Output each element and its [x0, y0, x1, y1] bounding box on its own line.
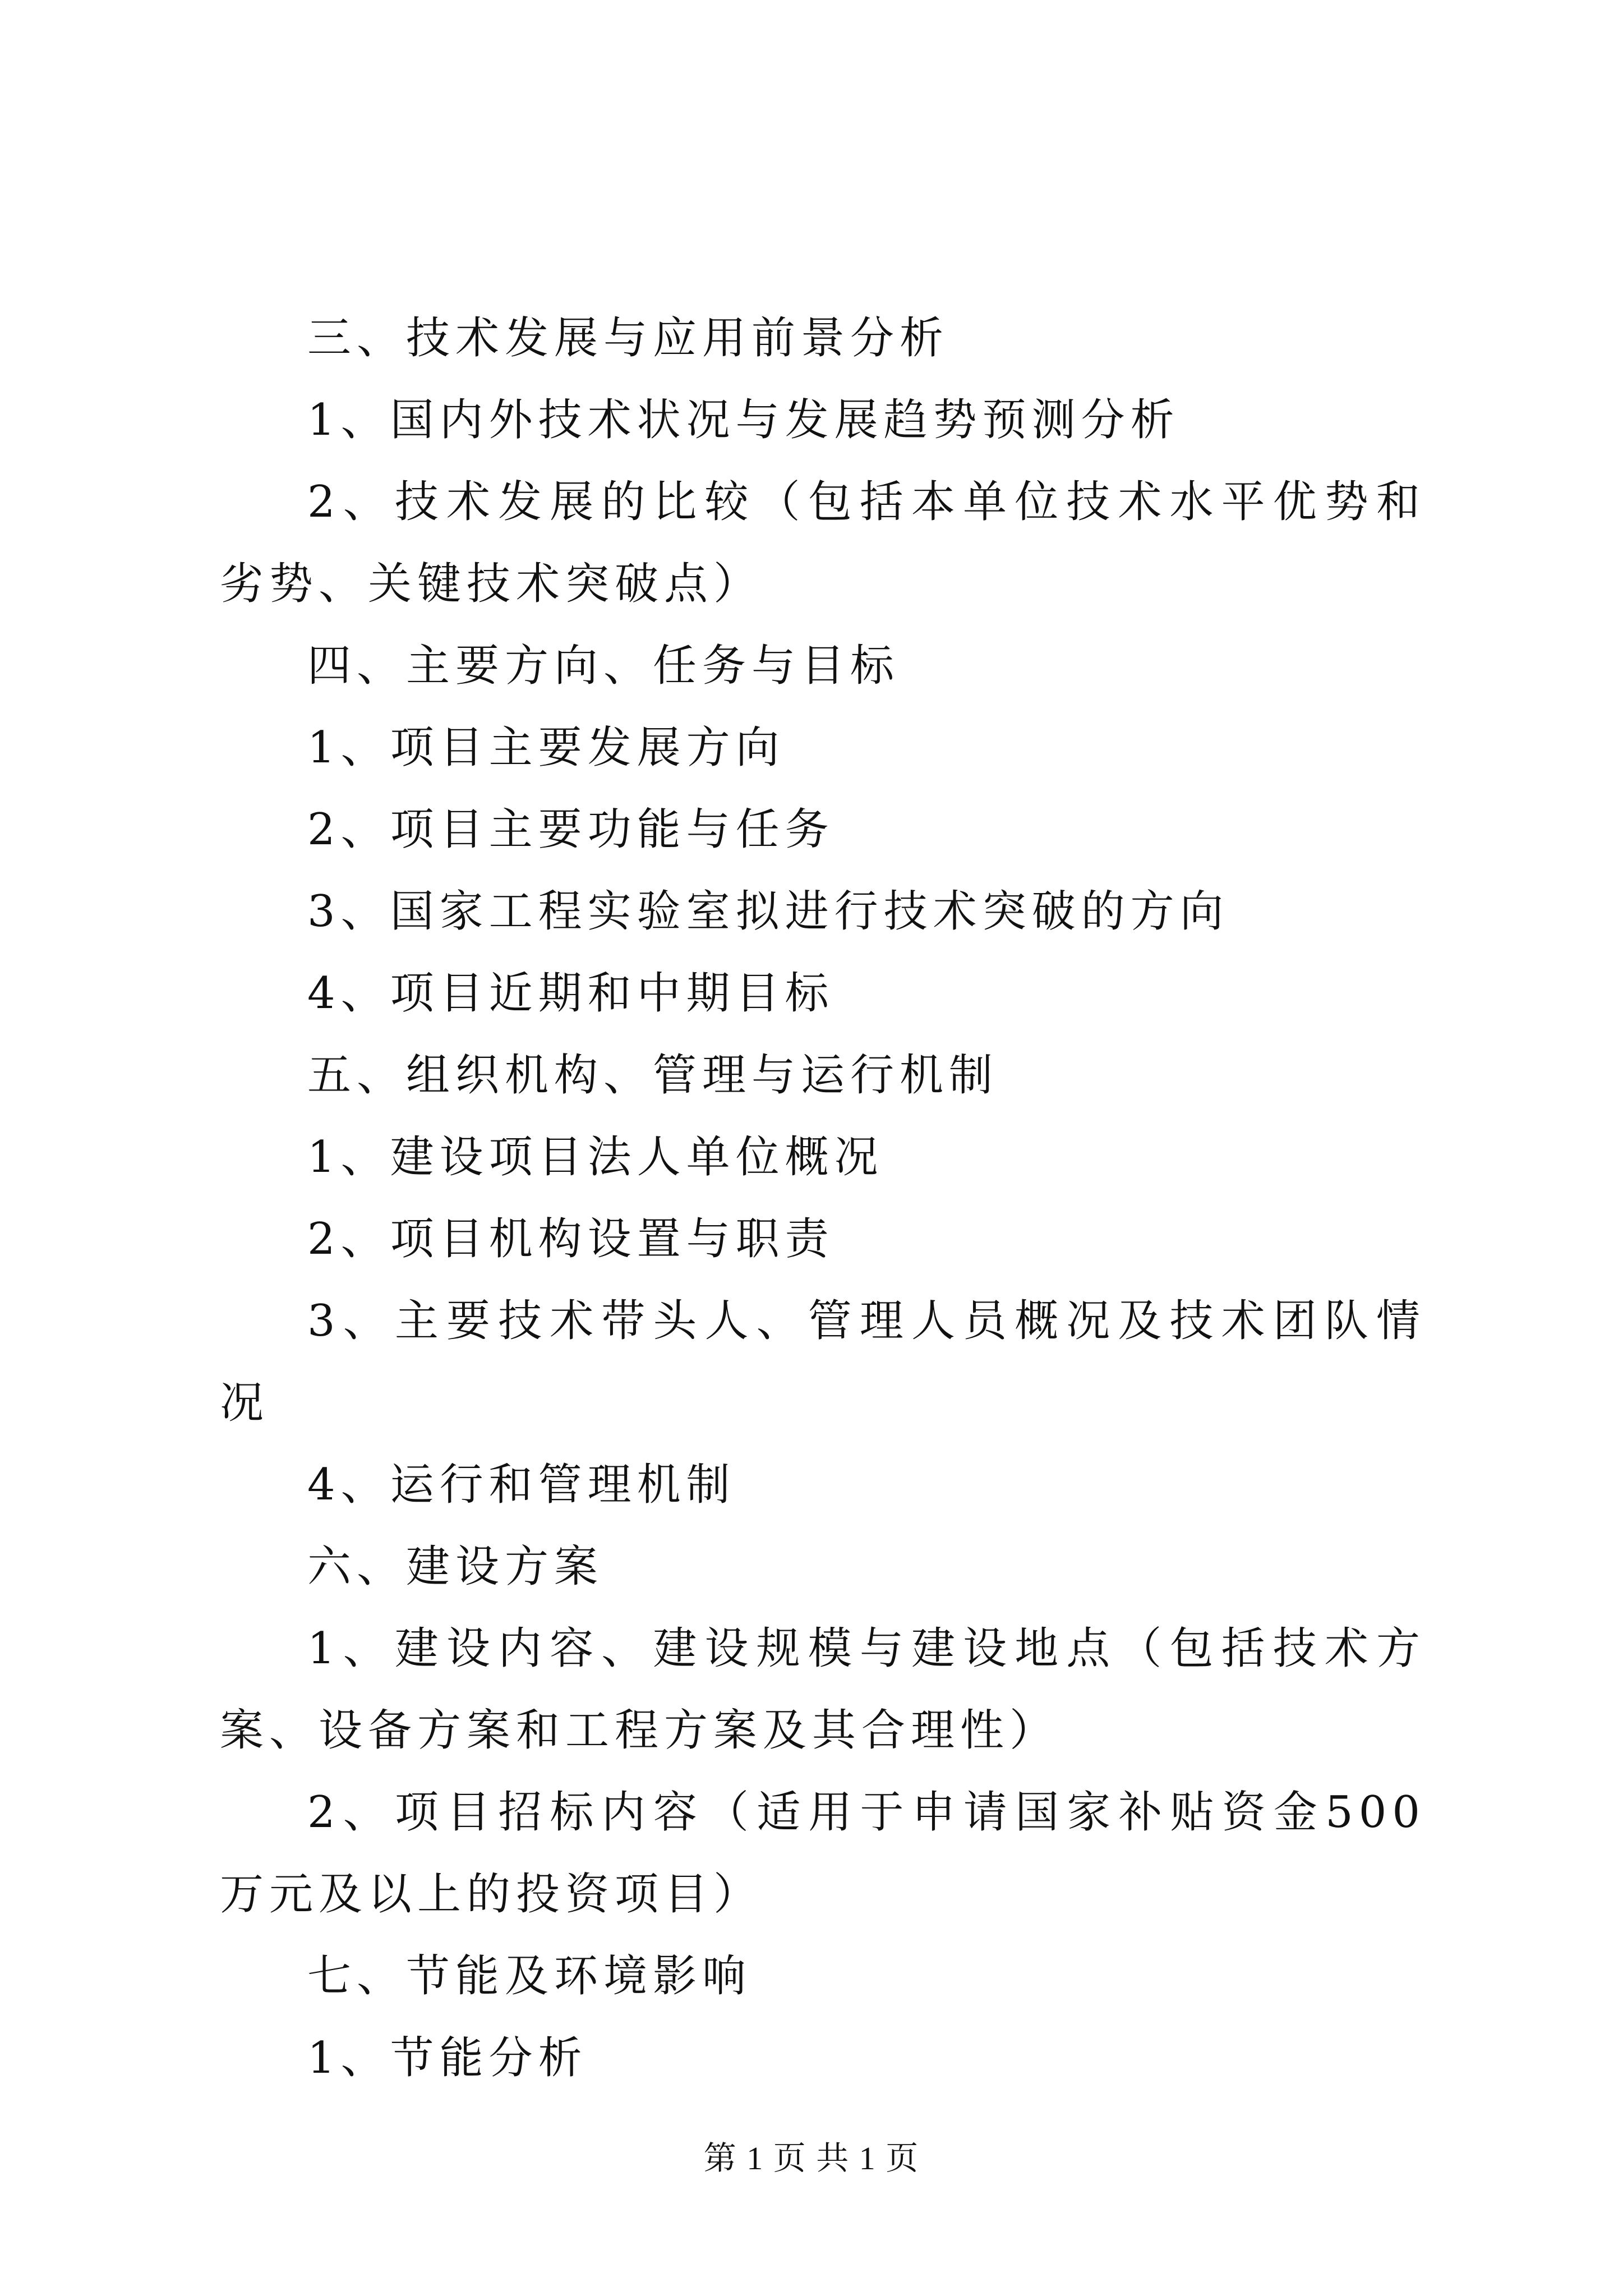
- list-item: 1、建设内容、建设规模与建设地点（包括技术方案、设备方案和工程方案及其合理性）: [220, 1623, 1426, 1756]
- section-heading-4: 四、主要方向、任务与目标: [307, 641, 900, 691]
- section-heading-5: 五、组织机构、管理与运行机制: [307, 1050, 999, 1101]
- page-footer: 第 1 页 共 1 页: [703, 2140, 920, 2177]
- list-item: 1、国内外技术状况与发展趋势预测分析: [307, 395, 1180, 445]
- list-item: 2、项目招标内容（适用于申请国家补贴资金500万元及以上的投资项目）: [220, 1787, 1426, 1920]
- list-item: 3、国家工程实验室拟进行技术突破的方向: [307, 886, 1229, 937]
- list-item: 1、项目主要发展方向: [307, 723, 785, 773]
- list-item: 2、项目机构设置与职责: [307, 1214, 834, 1264]
- list-item: 2、技术发展的比较（包括本单位技术水平优势和劣势、关键技术突破点）: [220, 477, 1426, 609]
- list-item: 1、建设项目法人单位概况: [307, 1132, 884, 1182]
- list-item: 2、项目主要功能与任务: [307, 804, 834, 855]
- list-item: 3、主要技术带头人、管理人员概况及技术团队情况: [220, 1296, 1426, 1428]
- document-body: [220, 297, 1426, 2099]
- list-item: 4、项目近期和中期目标: [307, 968, 834, 1019]
- section-heading-3: 三、技术发展与应用前景分析: [307, 313, 949, 364]
- list-item: 1、节能分析: [307, 2033, 588, 2083]
- section-heading-7: 七、节能及环境影响: [307, 1951, 752, 2001]
- section-heading-6: 六、建设方案: [307, 1542, 604, 1592]
- list-item: 4、运行和管理机制: [307, 1460, 736, 1510]
